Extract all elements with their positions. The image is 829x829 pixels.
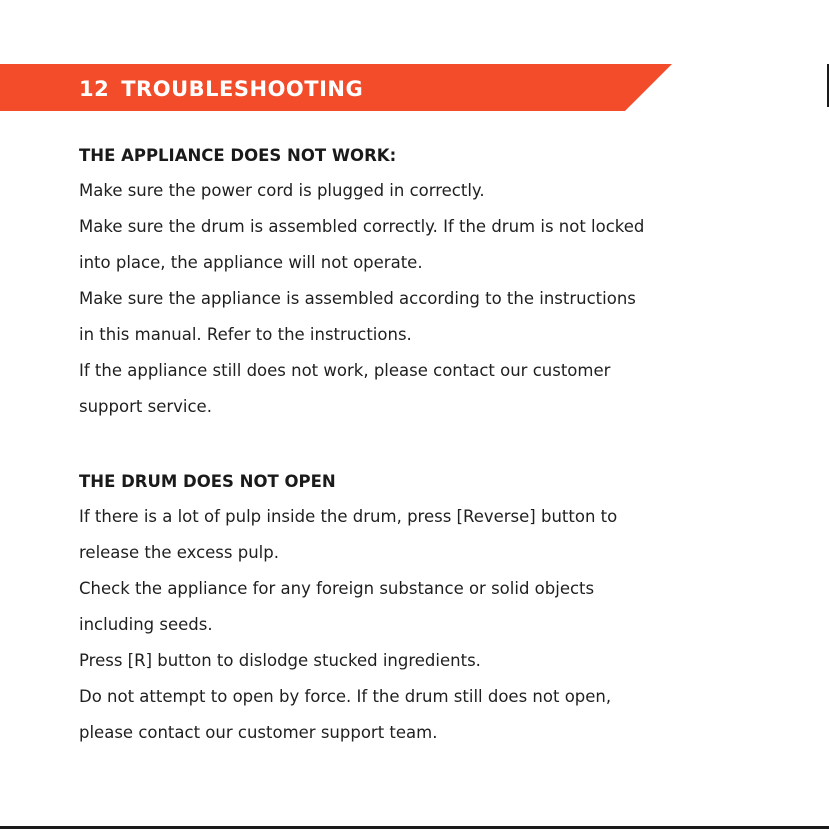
section-heading: THE DRUM DOES NOT OPEN <box>79 472 336 491</box>
section-number: 12 <box>79 77 110 101</box>
troubleshooting-section-drum <box>79 469 769 751</box>
troubleshooting-section-appliance <box>79 143 769 425</box>
body-line: including seeds. <box>79 615 213 634</box>
section-body <box>79 173 769 425</box>
body-line: Do not attempt to open by force. If the drum still does not open, <box>79 687 612 706</box>
section-title: TROUBLESHOOTING <box>121 77 364 101</box>
section-body <box>79 499 769 751</box>
body-line: Make sure the power cord is plugged in correctly. <box>79 181 485 200</box>
body-line: into place, the appliance will not operate. <box>79 253 423 272</box>
body-line: release the excess pulp. <box>79 543 279 562</box>
section-header-title <box>79 64 363 111</box>
body-line: support service. <box>79 397 212 416</box>
body-line: Check the appliance for any foreign substance or solid objects <box>79 579 595 598</box>
body-line: in this manual. Refer to the instructions. <box>79 325 412 344</box>
body-line: If there is a lot of pulp inside the drum, press [Reverse] button to <box>79 507 618 526</box>
body-line: Press [R] button to dislodge stucked ingredients. <box>79 651 481 670</box>
section-heading: THE APPLIANCE DOES NOT WORK: <box>79 146 397 165</box>
body-line: Make sure the appliance is assembled according to the instructions <box>79 289 636 308</box>
body-line: please contact our customer support team. <box>79 723 438 742</box>
body-line: If the appliance still does not work, please contact our customer <box>79 361 611 380</box>
body-line: Make sure the drum is assembled correctly. If the drum is not locked <box>79 217 645 236</box>
